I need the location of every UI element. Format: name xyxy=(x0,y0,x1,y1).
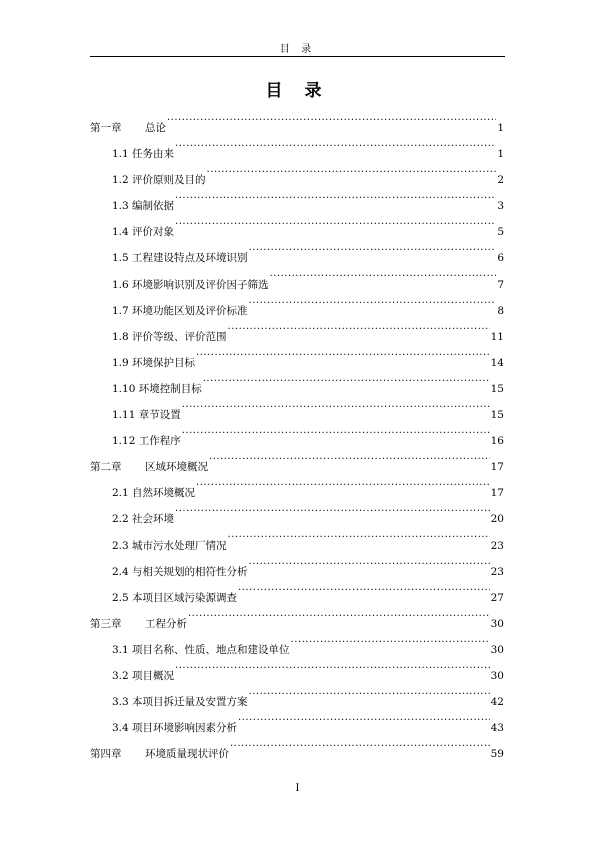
toc-page-number: 27 xyxy=(490,591,504,604)
toc-entry-label: 1.2 评价原则及目的 xyxy=(112,174,206,187)
toc-page-number: 15 xyxy=(490,409,504,422)
toc-entry-label: 环境质量现状评价 xyxy=(145,748,229,761)
toc-entry-label: 1.11 章节设置 xyxy=(112,409,181,422)
toc-page-number: 11 xyxy=(490,330,504,343)
toc-entry-label: 3.3 本项目拆迁量及安置方案 xyxy=(112,696,248,709)
toc-title: 目 录 xyxy=(265,81,330,101)
toc-entry-label: 1.9 环境保护目标 xyxy=(112,356,196,369)
toc-page-number: 43 xyxy=(490,722,504,735)
toc-entry-label: 工程分析 xyxy=(145,617,187,630)
toc-dot-leader xyxy=(182,418,490,444)
toc-dot-leader xyxy=(238,705,490,731)
toc-entry-label: 1.1 任务由来 xyxy=(112,148,175,161)
toc-dot-leader xyxy=(228,523,490,549)
toc-entry-label: 1.8 评价等级、评价范围 xyxy=(112,330,227,343)
toc-chapter-entry[interactable] xyxy=(90,105,504,134)
toc-dot-leader xyxy=(249,679,490,705)
toc-page-number: 17 xyxy=(490,461,504,474)
toc-dot-leader xyxy=(175,131,496,157)
toc-page-number: 1 xyxy=(497,148,504,161)
toc-entry-label: 1.12 工作程序 xyxy=(112,435,181,448)
toc-entry-label: 2.2 社会环境 xyxy=(112,513,175,526)
toc-page-number: 15 xyxy=(490,382,504,395)
toc-dot-leader xyxy=(182,392,490,418)
toc-page-number: 17 xyxy=(490,487,504,500)
toc-page-number: 30 xyxy=(490,643,504,656)
toc-list xyxy=(90,105,504,761)
toc-entry-label: 1.3 编制依据 xyxy=(112,200,175,213)
toc-page-number: 2 xyxy=(497,174,504,187)
toc-chapter-number: 第二章 xyxy=(90,461,122,474)
toc-dot-leader xyxy=(203,366,490,392)
toc-chapter-number: 第三章 xyxy=(90,617,122,630)
toc-dot-leader xyxy=(238,575,490,601)
toc-entry-label: 1.6 环境影响识别及评价因子筛选 xyxy=(112,278,269,291)
toc-dot-leader xyxy=(249,288,497,314)
running-header: 目 录 xyxy=(279,44,316,55)
toc-entry-label: 2.1 自然环境概况 xyxy=(112,487,196,500)
toc-entry-label: 2.4 与相关规划的相符性分析 xyxy=(112,565,248,578)
toc-entry-label: 3.4 项目环境影响因素分析 xyxy=(112,722,238,735)
toc-dot-leader xyxy=(228,314,490,340)
toc-page-number: 23 xyxy=(490,539,504,552)
toc-dot-leader xyxy=(175,183,496,209)
toc-dot-leader xyxy=(175,209,496,235)
toc-page-number: 59 xyxy=(490,748,504,761)
toc-page-number: 42 xyxy=(490,696,504,709)
toc-entry-label: 2.5 本项目区域污染源调查 xyxy=(112,591,238,604)
toc-page-number: 30 xyxy=(490,669,504,682)
toc-chapter-number: 第一章 xyxy=(90,122,122,134)
toc-page-number: 20 xyxy=(490,513,504,526)
toc-entry-label: 1.10 环境控制目标 xyxy=(112,382,202,395)
toc-page-number: 30 xyxy=(490,617,504,630)
toc-dot-leader xyxy=(188,601,490,627)
toc-entry-label: 2.3 城市污水处理厂情况 xyxy=(112,539,227,552)
toc-entry-label: 1.7 环境功能区划及评价标准 xyxy=(112,304,248,317)
toc-page-number: 3 xyxy=(497,200,504,213)
toc-dot-leader xyxy=(167,105,496,131)
toc-entry-label: 区域环境概况 xyxy=(145,461,208,474)
toc-chapter-number: 第四章 xyxy=(90,748,122,761)
toc-entry-label: 1.5 工程建设特点及环境识别 xyxy=(112,252,248,265)
toc-dot-leader xyxy=(175,653,490,679)
toc-page-number: 5 xyxy=(497,226,504,239)
toc-page-number: 23 xyxy=(490,565,504,578)
toc-dot-leader xyxy=(249,235,497,261)
toc-page-number: 16 xyxy=(490,435,504,448)
toc-dot-leader xyxy=(175,496,490,522)
toc-page-number: 6 xyxy=(497,252,504,265)
toc-dot-leader xyxy=(230,731,490,757)
toc-page-number: 7 xyxy=(497,278,504,291)
toc-entry-label: 1.4 评价对象 xyxy=(112,226,175,239)
toc-dot-leader xyxy=(207,157,497,183)
toc-dot-leader xyxy=(196,340,490,366)
header-rule xyxy=(90,56,505,57)
toc-page-number: 1 xyxy=(497,122,504,134)
toc-page-number: 14 xyxy=(490,356,504,369)
toc-dot-leader xyxy=(291,627,490,653)
toc-dot-leader xyxy=(249,549,490,575)
toc-entry-label: 3.1 项目名称、性质、地点和建设单位 xyxy=(112,643,290,656)
toc-dot-leader xyxy=(270,262,497,288)
page-number: I xyxy=(295,783,300,794)
toc-dot-leader xyxy=(196,470,490,496)
toc-page-number: 8 xyxy=(497,304,504,317)
toc-entry-label: 3.2 项目概况 xyxy=(112,669,175,682)
toc-dot-leader xyxy=(209,444,490,470)
toc-entry-label: 总论 xyxy=(145,122,166,134)
